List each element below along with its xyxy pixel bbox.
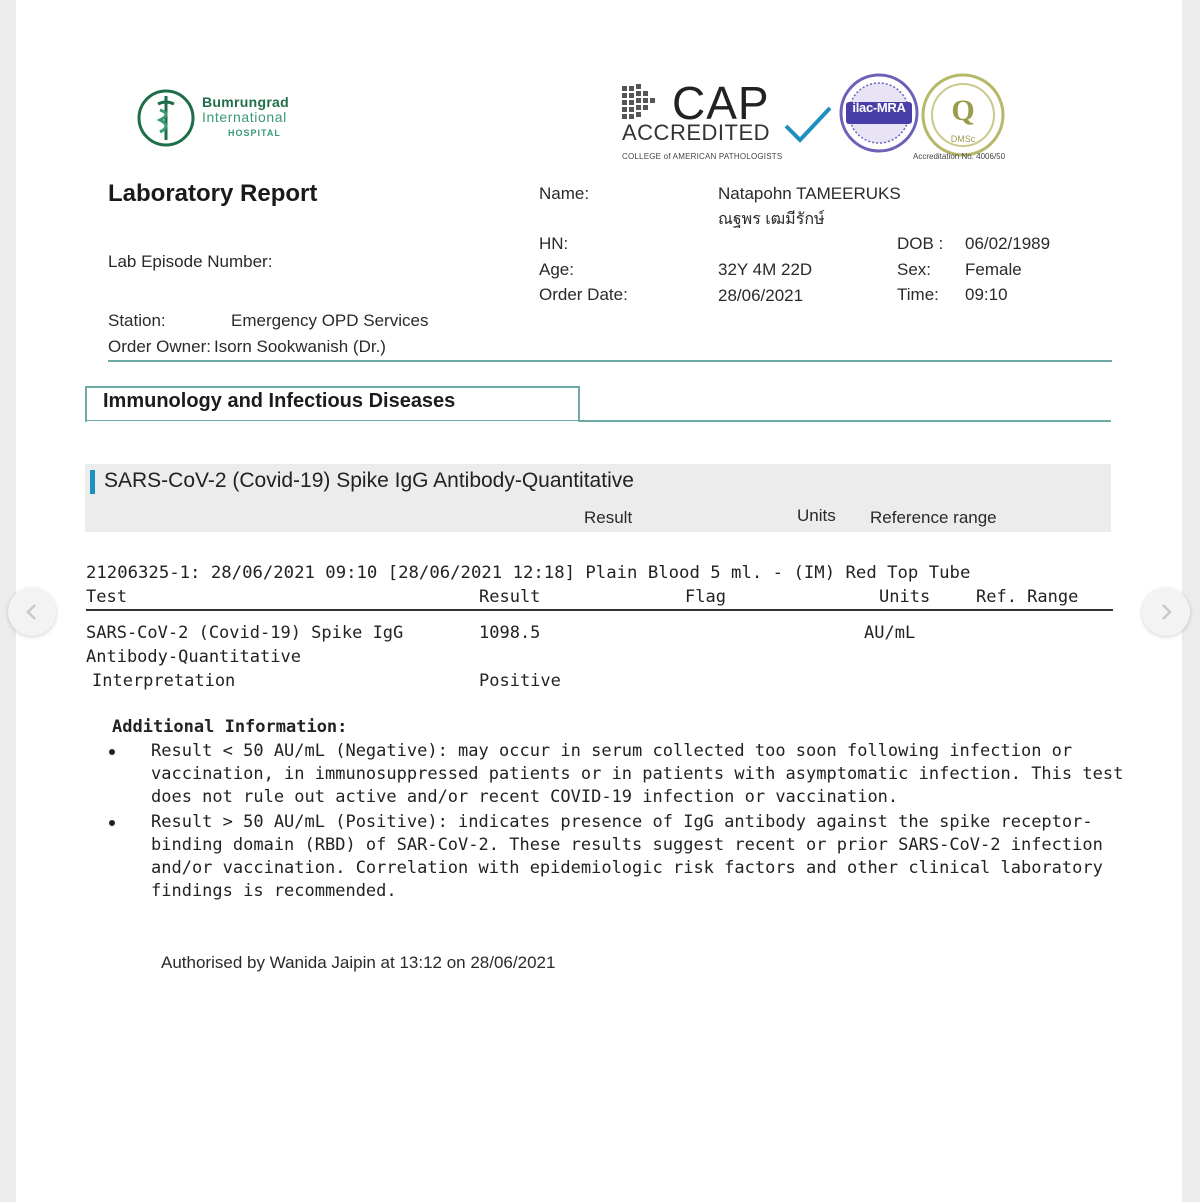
section-title: Immunology and Infectious Diseases xyxy=(103,390,456,412)
table-header-test: Test xyxy=(86,587,127,607)
cap-accredited-logo xyxy=(620,78,832,166)
bullet1-line1: Result < 50 AU/mL (Negative): may occur in serum collected too soon following infection or xyxy=(151,741,1073,761)
time-value: 09:10 xyxy=(965,285,1008,304)
patient-name: Natapohn TAMEERUKS xyxy=(718,184,901,203)
accreditation-number: Accreditation No. 4006/50 xyxy=(913,152,1006,161)
bullet1-line2: vaccination, in immunosuppressed patients or in patients with asymptomatic infection. This test xyxy=(151,764,1124,784)
svg-text:DMSc: DMSc xyxy=(950,134,976,144)
authorised-by: Authorised by Wanida Jaipin at 13:12 on 28/06/2021 xyxy=(161,953,556,972)
test-name-line1: SARS-CoV-2 (Covid-19) Spike IgG xyxy=(86,623,404,643)
ilac-mra-text: ilac-MRA xyxy=(852,100,906,115)
test-name-line2: Antibody-Quantitative xyxy=(86,647,301,667)
age-label: Age: xyxy=(539,260,574,279)
previous-slide-button[interactable] xyxy=(8,588,56,636)
band-result-header: Result xyxy=(584,508,633,527)
interpretation-value: Positive xyxy=(479,671,561,691)
order-date-value: 28/06/2021 xyxy=(718,286,804,305)
order-owner-label: Order Owner: xyxy=(108,337,211,356)
order-owner-value: Isorn Sookwanish (Dr.) xyxy=(214,337,386,356)
table-header-ref-range: Ref. Range xyxy=(976,587,1079,607)
quality-seal-icon xyxy=(920,72,1006,158)
additional-info-heading: Additional Information: xyxy=(112,717,348,737)
table-header-rule xyxy=(86,609,1113,611)
test-result-value: 1098.5 xyxy=(479,623,541,643)
bullet2-line4: findings is recommended. xyxy=(151,881,397,901)
section-tab-base xyxy=(85,420,580,421)
chevron-right-icon xyxy=(1155,601,1177,623)
hospital-name-line3: HOSPITAL xyxy=(228,128,281,138)
interpretation-label: Interpretation xyxy=(92,671,236,691)
band-reference-header: Reference range xyxy=(870,508,997,527)
test-marker-bar xyxy=(90,470,95,494)
table-header-units: Units xyxy=(879,587,931,607)
hospital-logo xyxy=(136,88,336,148)
specimen-line: 21206325-1: 28/06/2021 09:10 [28/06/2021 12:18] Plain Blood 5 ml. - (IM) Red Top Tube xyxy=(86,563,971,583)
bullet2-line3: and/or vaccination. Correlation with epidemiologic risk factors and other clinical laboratory xyxy=(151,858,1103,878)
report-title: Laboratory Report xyxy=(108,180,318,207)
hospital-name-line1: Bumrungrad xyxy=(202,94,289,110)
test-units-value: AU/mL xyxy=(864,623,916,643)
checkmark-icon xyxy=(782,104,832,146)
table-header-result: Result xyxy=(479,587,541,607)
table-header-flag: Flag xyxy=(685,587,726,607)
sex-value: Female xyxy=(965,260,1022,279)
hn-label: HN: xyxy=(539,234,569,253)
bullet2-line2: binding domain (RBD) of SAR-CoV-2. These results suggest recent or prior SARS-CoV-2 infection xyxy=(151,835,1103,855)
header-divider xyxy=(108,360,1112,362)
svg-text:Q: Q xyxy=(951,94,975,127)
name-label: Name: xyxy=(539,184,590,203)
hospital-name-line2: International xyxy=(202,109,287,125)
sex-label: Sex: xyxy=(897,260,932,279)
age-value: 32Y 4M 22D xyxy=(718,260,813,279)
next-slide-button[interactable] xyxy=(1142,588,1190,636)
bullet1-line3: does not rule out active and/or recent COVID-19 infection or vaccination. xyxy=(151,787,899,807)
section-underline xyxy=(580,420,1111,422)
cap-college-text: COLLEGE of AMERICAN PATHOLOGISTS xyxy=(622,152,783,161)
caduceus-icon xyxy=(136,88,196,148)
bullet-marker xyxy=(109,820,115,826)
test-title: SARS-CoV-2 (Covid-19) Spike IgG Antibody-Quantitative xyxy=(104,469,634,492)
cap-grid-icon xyxy=(620,82,666,124)
dob-value: 06/02/1989 xyxy=(965,234,1051,253)
order-date-label: Order Date: xyxy=(539,285,628,304)
lab-episode-label: Lab Episode Number: xyxy=(108,252,273,271)
time-label: Time: xyxy=(897,285,939,304)
bullet-marker xyxy=(109,749,115,755)
chevron-left-icon xyxy=(21,601,43,623)
cap-word: CAP xyxy=(672,77,770,129)
station-label: Station: xyxy=(108,311,166,330)
patient-name-thai: ณฐพร เฒมีรักษ์ xyxy=(718,211,825,228)
dob-label: DOB : xyxy=(897,234,944,253)
station-value: Emergency OPD Services xyxy=(231,311,429,330)
bullet2-line1: Result > 50 AU/mL (Positive): indicates presence of IgG antibody against the spike receptor- xyxy=(151,812,1093,832)
band-units-header: Units xyxy=(797,506,836,525)
cap-accredited-word: ACCREDITED xyxy=(622,120,771,145)
